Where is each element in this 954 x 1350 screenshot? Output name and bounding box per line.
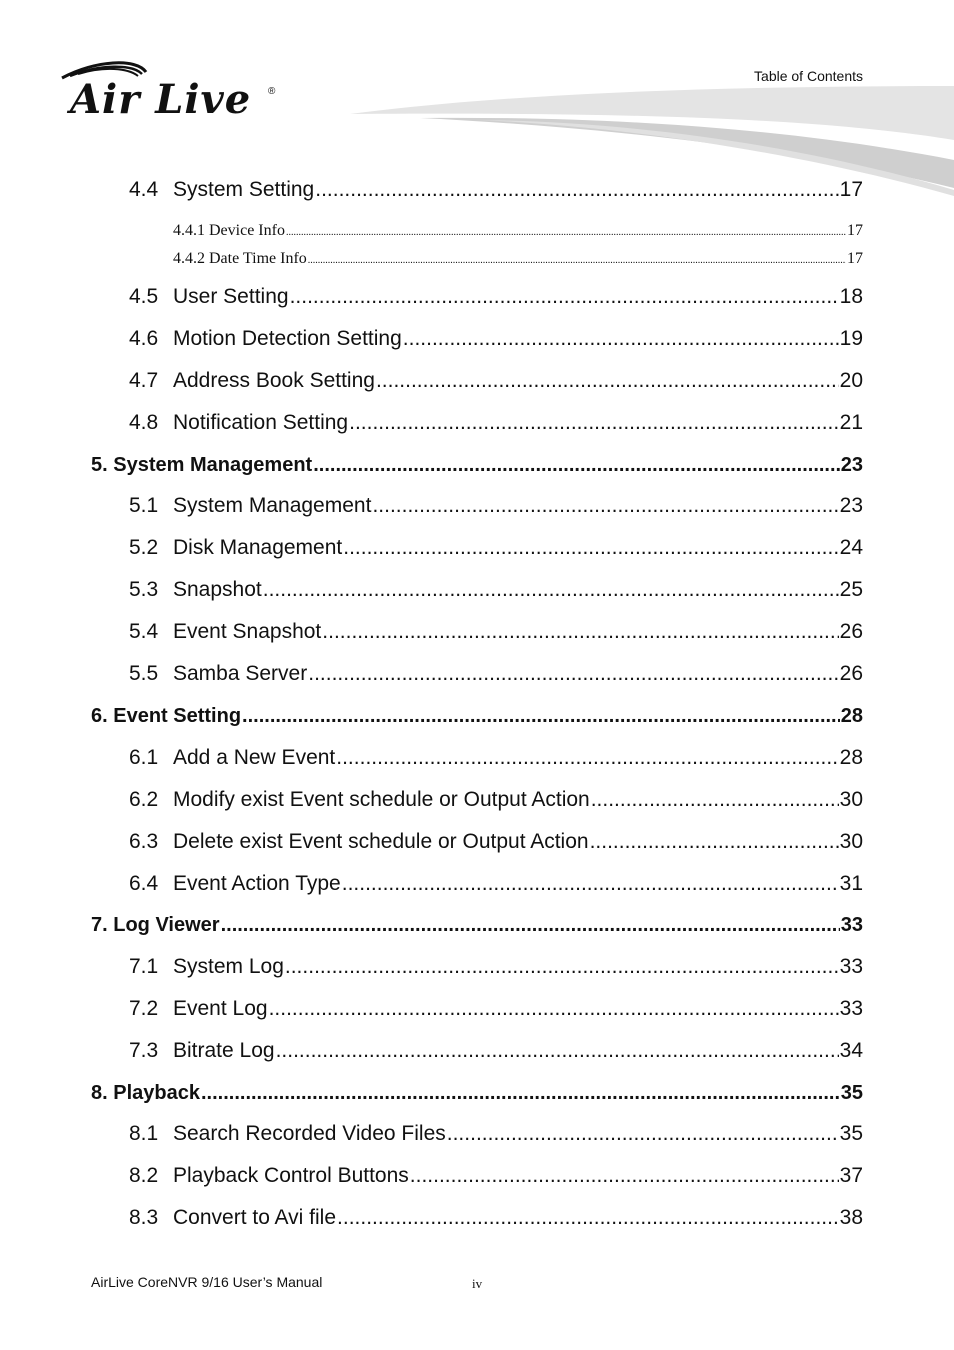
toc-title: Convert to Avi file xyxy=(173,1206,337,1229)
toc-leader xyxy=(410,1164,839,1188)
toc-title: Delete exist Event schedule or Output Action xyxy=(173,830,589,853)
toc-number: 4.8 xyxy=(129,411,159,434)
toc-entry[interactable] xyxy=(129,997,863,1021)
toc-title: Snapshot xyxy=(173,578,262,601)
toc-page: 17 xyxy=(847,222,863,239)
toc-leader xyxy=(337,1206,839,1230)
toc-entry[interactable] xyxy=(129,536,863,560)
toc-leader xyxy=(313,454,840,477)
toc-leader xyxy=(447,1122,839,1146)
toc-leader xyxy=(372,494,838,518)
toc-entry[interactable] xyxy=(129,662,863,686)
toc-page: 26 xyxy=(839,620,863,643)
toc-page: 21 xyxy=(839,411,863,434)
toc-number: 7.2 xyxy=(129,997,159,1020)
toc-entry[interactable] xyxy=(129,872,863,896)
toc-number: 8.2 xyxy=(129,1164,159,1187)
toc-chapter-entry[interactable] xyxy=(91,454,863,477)
toc-entry[interactable] xyxy=(129,327,863,351)
toc-number: 4.4 xyxy=(129,178,159,201)
toc-number: 8.3 xyxy=(129,1206,159,1229)
toc-number: 4.7 xyxy=(129,369,159,392)
toc-page: 38 xyxy=(839,1206,863,1229)
toc-leader xyxy=(201,1082,840,1105)
toc-number: 7. xyxy=(91,914,108,936)
toc-number: 5.3 xyxy=(129,578,159,601)
toc-title: Motion Detection Setting xyxy=(173,327,402,350)
toc-number: 6.1 xyxy=(129,746,159,769)
toc-leader xyxy=(342,872,839,896)
toc-leader xyxy=(322,620,838,644)
toc-title: System Log xyxy=(173,955,284,978)
toc-title: Event Setting xyxy=(113,705,242,727)
toc-leader xyxy=(349,411,839,435)
toc-page: 23 xyxy=(839,494,863,517)
toc-leader xyxy=(286,222,846,240)
toc-number: 6. xyxy=(91,705,108,727)
toc-number: 4.4.2 xyxy=(173,250,205,267)
toc-page: 23 xyxy=(840,454,863,476)
toc-title: Log Viewer xyxy=(113,914,220,936)
toc-page: 30 xyxy=(839,788,863,811)
toc-leader xyxy=(290,285,839,309)
toc-title: Search Recorded Video Files xyxy=(173,1122,446,1145)
toc-entry[interactable] xyxy=(129,494,863,518)
toc-title: Event Log xyxy=(173,997,268,1020)
toc-page: 25 xyxy=(839,578,863,601)
toc-title: Bitrate Log xyxy=(173,1039,275,1062)
toc-number: 7.1 xyxy=(129,955,159,978)
toc-entry[interactable] xyxy=(129,830,863,854)
toc-entry[interactable] xyxy=(173,250,863,268)
toc-leader xyxy=(315,178,838,202)
toc-leader xyxy=(242,705,840,728)
footer-manual-name: AirLive CoreNVR 9/16 User’s Manual xyxy=(91,1274,323,1290)
toc-title: System Management xyxy=(173,494,372,517)
toc-number: 4.4.1 xyxy=(173,222,205,239)
toc-page: 17 xyxy=(839,178,863,201)
toc-leader xyxy=(590,830,839,854)
toc-title: Playback xyxy=(113,1082,200,1104)
toc-leader xyxy=(308,250,846,268)
toc-number: 5.4 xyxy=(129,620,159,643)
toc-title: System Setting xyxy=(173,178,315,201)
toc-title: Add a New Event xyxy=(173,746,336,769)
toc-title: Modify exist Event schedule or Output Action xyxy=(173,788,590,811)
toc-title: System Management xyxy=(113,454,313,476)
toc-entry[interactable] xyxy=(129,285,863,309)
toc-title: Notification Setting xyxy=(173,411,349,434)
toc-leader xyxy=(591,788,839,812)
toc-entry[interactable] xyxy=(129,746,863,770)
toc-title: Playback Control Buttons xyxy=(173,1164,409,1187)
toc-entry[interactable] xyxy=(173,222,863,240)
toc-page: 19 xyxy=(839,327,863,350)
toc-title: User Setting xyxy=(173,285,289,308)
toc-number: 4.5 xyxy=(129,285,159,308)
toc-page: 17 xyxy=(847,250,863,267)
toc-number: 5.5 xyxy=(129,662,159,685)
toc-title: Address Book Setting xyxy=(173,369,375,392)
toc-title: Disk Management xyxy=(173,536,343,559)
toc-entry[interactable] xyxy=(129,1206,863,1230)
airlive-logo: Air Live xyxy=(70,76,252,123)
toc-entry[interactable] xyxy=(129,955,863,979)
toc-title: Event Snapshot xyxy=(173,620,322,643)
header-section-title: Table of Contents xyxy=(754,68,863,84)
toc-leader xyxy=(269,997,839,1021)
toc-page: 28 xyxy=(840,705,863,727)
toc-leader xyxy=(308,662,838,686)
toc-page: 26 xyxy=(839,662,863,685)
toc-page: 28 xyxy=(839,746,863,769)
toc-entry[interactable] xyxy=(129,788,863,812)
toc-entry[interactable] xyxy=(129,411,863,435)
toc-leader xyxy=(285,955,839,979)
toc-page: 35 xyxy=(840,1082,863,1104)
toc-entry[interactable] xyxy=(129,620,863,644)
toc-chapter-entry[interactable] xyxy=(91,705,863,728)
toc-number: 5. xyxy=(91,454,108,476)
toc-page: 35 xyxy=(839,1122,863,1145)
toc-leader xyxy=(336,746,838,770)
toc-chapter-entry[interactable] xyxy=(91,914,863,937)
toc-chapter-entry[interactable] xyxy=(91,1082,863,1105)
toc-leader xyxy=(263,578,839,602)
toc-leader xyxy=(376,369,839,393)
toc-leader xyxy=(343,536,838,560)
toc-entry[interactable] xyxy=(129,1164,863,1188)
toc-number: 6.3 xyxy=(129,830,159,853)
toc-title: Date Time Info xyxy=(209,250,307,267)
registered-mark: ® xyxy=(268,86,276,97)
toc-page: 30 xyxy=(839,830,863,853)
toc-leader xyxy=(403,327,839,351)
footer-page-number: iv xyxy=(472,1276,483,1291)
toc-number: 6.2 xyxy=(129,788,159,811)
toc-leader xyxy=(221,914,840,937)
toc-entry[interactable] xyxy=(129,578,863,602)
toc-page: 24 xyxy=(839,536,863,559)
toc-page: 31 xyxy=(839,872,863,895)
toc-entry[interactable] xyxy=(129,369,863,393)
toc-page: 18 xyxy=(839,285,863,308)
toc-entry[interactable] xyxy=(129,178,863,202)
toc-leader xyxy=(276,1039,839,1063)
toc-number: 4.6 xyxy=(129,327,159,350)
toc-number: 5.1 xyxy=(129,494,159,517)
toc-number: 5.2 xyxy=(129,536,159,559)
toc-page: 34 xyxy=(839,1039,863,1062)
toc-number: 8.1 xyxy=(129,1122,159,1145)
toc-title: Samba Server xyxy=(173,662,308,685)
toc-page: 20 xyxy=(839,369,863,392)
toc-page: 33 xyxy=(839,955,863,978)
toc-page: 33 xyxy=(839,997,863,1020)
toc-entry[interactable] xyxy=(129,1122,863,1146)
toc-title: Device Info xyxy=(209,222,285,239)
toc-title: Event Action Type xyxy=(173,872,341,895)
toc-number: 8. xyxy=(91,1082,108,1104)
toc-entry[interactable] xyxy=(129,1039,863,1063)
toc-page: 37 xyxy=(839,1164,863,1187)
toc-page: 33 xyxy=(840,914,863,936)
toc-number: 7.3 xyxy=(129,1039,159,1062)
toc-number: 6.4 xyxy=(129,872,159,895)
